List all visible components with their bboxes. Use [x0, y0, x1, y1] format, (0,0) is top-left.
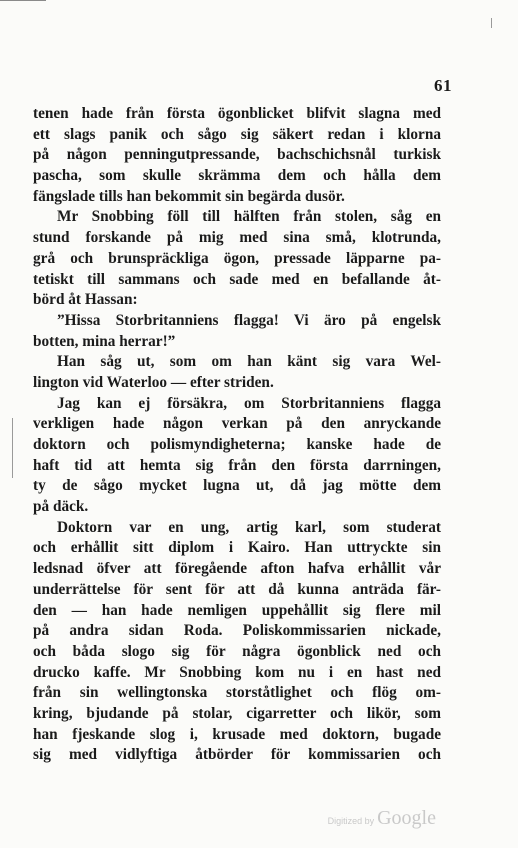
digitized-watermark [328, 807, 436, 830]
text-line: drucko kaffe. Mr Snobbing kom nu i en hast ned [33, 663, 441, 681]
text-line: och båda slogo sig för några ögonblick ned och [33, 642, 441, 660]
text-line: ”Hissa Storbritanniens flagga! Vi äro på engelsk [57, 311, 441, 329]
body-text [33, 104, 441, 766]
text-line: från sin wellingtonska storståtlighet och flög om- [33, 684, 441, 702]
top-edge-rule [0, 0, 46, 1]
text-line: pascha, som skulle skrämma dem och hålla dem [33, 167, 441, 185]
text-line: Doktorn var en ung, artig karl, som studerat [57, 518, 441, 536]
text-line: på andra sidan Roda. Poliskommissarien nickade, [33, 622, 441, 640]
corner-tick-mark [491, 18, 492, 28]
text-line: sig med vidlyftiga åtbörder för kommissarien och [33, 746, 441, 764]
text-line: Mr Snobbing föll till hälften från stolen, såg en [57, 208, 441, 226]
text-line: doktorn och polismyndigheterna; kanske hade de [33, 436, 441, 453]
text-line: ledsnad öfver att föregående afton hafva erhållit vår [33, 560, 441, 578]
text-line: underrättelse för sent för att då kunna anträda fär- [33, 580, 441, 598]
text-line: han fjeskande slog i, krusade med doktorn, bugade [33, 725, 441, 743]
watermark-prefix: Digitized by [327, 816, 375, 826]
text-line: Han såg ut, som om han känt sig vara Wel- [57, 353, 441, 371]
text-line: verkligen hade någon verkan på den anryckande [33, 415, 441, 433]
page-number: 61 [434, 76, 452, 95]
text-line: på däck. [33, 498, 89, 516]
margin-mark [12, 418, 13, 478]
text-line: tenen hade från första ögonblicket blifvit slagna med [33, 105, 441, 122]
text-line: och erhållit sitt diplom i Kairo. Han uttryckte sin [33, 539, 441, 557]
text-line: på någon penningutpressande, bachschichsnål turkisk [33, 146, 441, 164]
text-line: tetiskt till sammans och sade med en befallande åt- [33, 270, 441, 288]
text-line: kring, bjudande på stolar, cigarretter och likör, som [33, 704, 441, 722]
text-line: lington vid Waterloo — efter striden. [33, 373, 274, 391]
google-logo: Google [377, 807, 436, 829]
text-line: stund forskande på mig med sina små, klotrunda, [33, 229, 441, 247]
text-line: botten, mina herrar!” [33, 332, 176, 350]
text-line: ett slags panik och sågo sig säkert redan i klorna [33, 125, 441, 143]
text-line: Jag kan ej försäkra, om Storbritanniens flagga [57, 394, 441, 412]
text-line: den — han hade nemligen uppehållit sig flere mil [33, 601, 441, 619]
text-line: börd åt Hassan: [33, 291, 138, 309]
text-line: fängslade tills han bekommit sin begärda dusör. [33, 187, 345, 205]
text-line: grå och brunspräckliga ögon, pressade läpparne pa- [33, 249, 441, 267]
text-line: ty de sågo mycket lugna ut, då jag mötte dem [33, 477, 441, 495]
text-line: haft tid att hemta sig från den första darrningen, [33, 456, 441, 474]
